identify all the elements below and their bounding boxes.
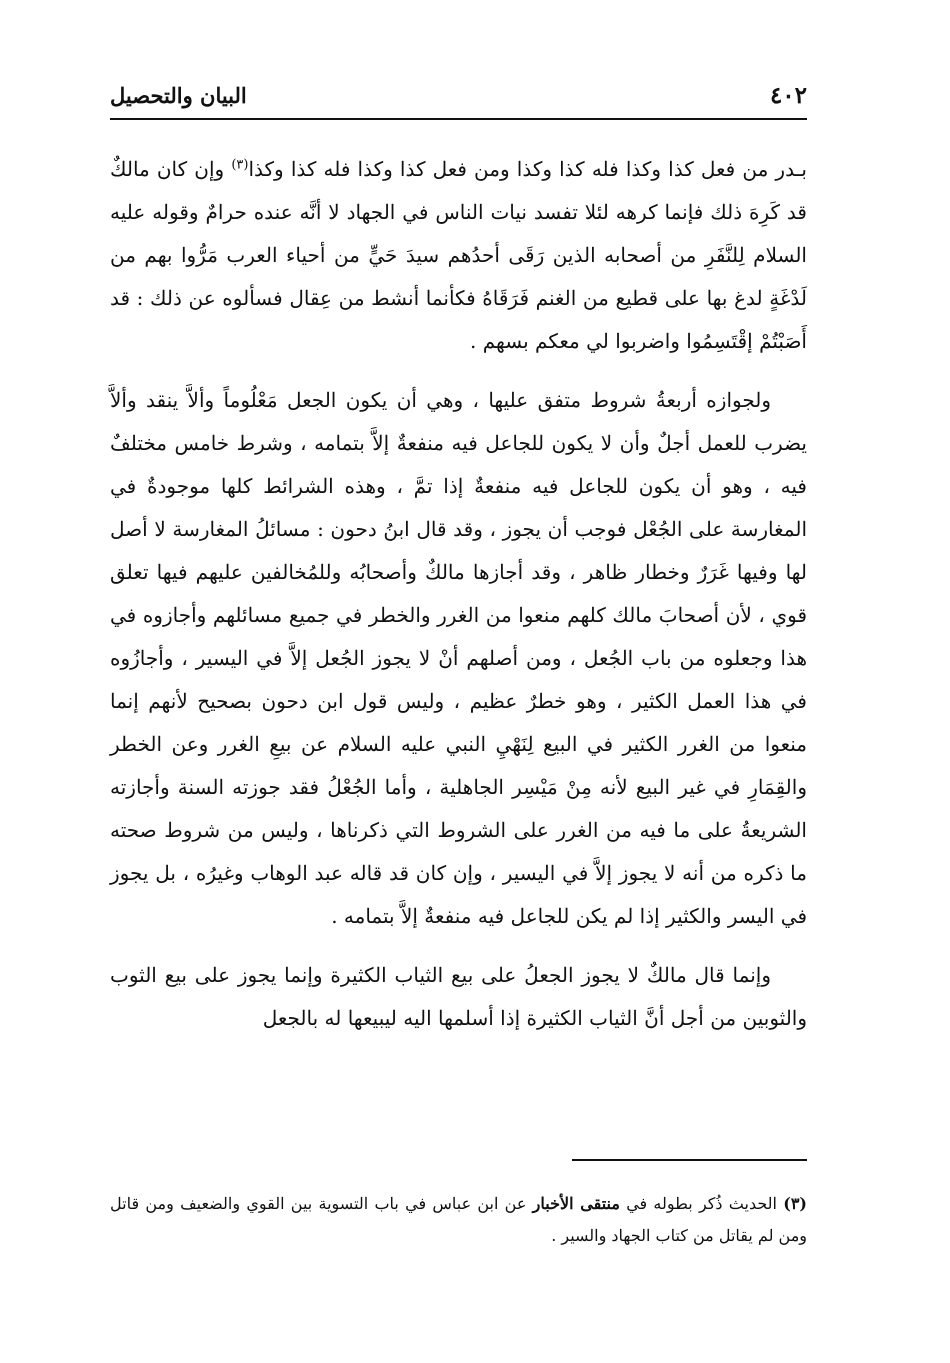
page-number: ٤٠٢ [769,82,807,109]
footnote-reference: (٣) [231,157,249,173]
footnote-text-rest: عن ابن عباس في باب التسوية بين القوي والضعيف ومن قاتل ومن لم يقاتل من كتاب الجهاد والسير . [110,1194,807,1245]
running-title: البيان والتحصيل [110,83,247,108]
page-header [110,78,807,118]
main-text [110,148,807,1056]
footnote [110,1188,807,1252]
paragraph-2: ولجوازه أربعةُ شروط متفق عليها ، وهي أن يكون الجعل مَعْلُوماً وألاَّ ينقد وألاَّ يضرب للعمل أجلٌ وأن لا يكون للجاعل فيه منفعةٌ إلاَّ بتمامه ، وشرط خامس مختلفٌ فيه ، وهو أن يكون للجاعل فيه منفعةٌ إذا تمَّ ، وهذه الشرائط كلها موجودةٌ في المغارسة على الجُعْل فوجب أن يجوز ، وقد قال ابنُ دحون : مسائلُ المغارسة لا أصل لها وفيها غَرَرٌ وخطار ظاهر ، وقد أجازها مالكٌ وأصحابُه وللمُخالفين عليهم فيها تعلق قوي ، لأن أصحابَ مالك كلهم منعوا من الغرر والخطر في جميع مسائلهم وأجازوه في هذا وجعلوه من باب الجُعل ، ومن أصلهم أنْ لا يجوز الجُعل إلاَّ في اليسير ، وأجازُوه في هذا العمل الكثير ، وهو خطرٌ عظيم ، وليس قول ابن دحون بصحيح لأنهم إنما منعوا من الغرر الكثير في البيع لِنَهْيِ النبي عليه السلام عن بيعِ الغرر وعن الخطر والقِمَارِ في غير البيع لأنه مِنْ مَيْسِر الجاهلية ، وأما الجُعْلُ فقد جوزته السنة وأجازته الشريعةُ على ما فيه من الغرر على الشروط التي ذكرناها ، وليس من شروط صحته ما ذكره من أنه لا يجوز إلاَّ في اليسير ، وإن كان قد قاله عبد الوهاب وغيرُه ، بل يجوز في اليسر والكثير إذا لم يكن للجاعل فيه منفعةٌ إلاَّ بتمامه . [110,388,808,928]
footnote-marker: (٣) [783,1194,807,1213]
paragraph-3: وإنما قال مالكٌ لا يجوز الجعلُ على بيع الثياب الكثيرة وإنما يجوز على بيع الثوب والثوبين من أجل أنَّ الثياب الكثيرة إذا أسلمها اليه ليبيعها له بالجعل [110,963,807,1030]
header-divider [110,118,807,120]
footnote-text-start: الحديث ذُكر بطوله في [619,1194,784,1213]
paragraph-1 [110,148,807,363]
footnote-source: منتقى الأخبار [532,1194,620,1213]
footnote-3 [110,1188,807,1252]
paragraph-1-rest: وإن كان مالكٌ قد كَرِهَ ذلك فإنما كرهه لئلا تفسد نيات الناس في الجهاد لا أنَّه عنده حرامٌ وقوله عليه السلام لِلنَّفَرِ من أصحابه الذين رَقَى أحدُهم سيدَ حَيٍّ من أحياء العرب مَرُّوا بهم من لَدْغَةٍ لدغ بها على قطيع من الغنم فَرَقَاهُ فكأنما أنشط من عِقال فسألوه عن ذلك : قد أَصَبْتُمْ إقْتَسِمُوا واضربوا لي معكم بسهم . [110,157,807,353]
paragraph-1-start: بـدر من فعل كذا وكذا فله كذا وكذا ومن فعل كذا وكذا فله كذا وكذا [248,157,807,181]
footnote-divider [572,1159,807,1161]
